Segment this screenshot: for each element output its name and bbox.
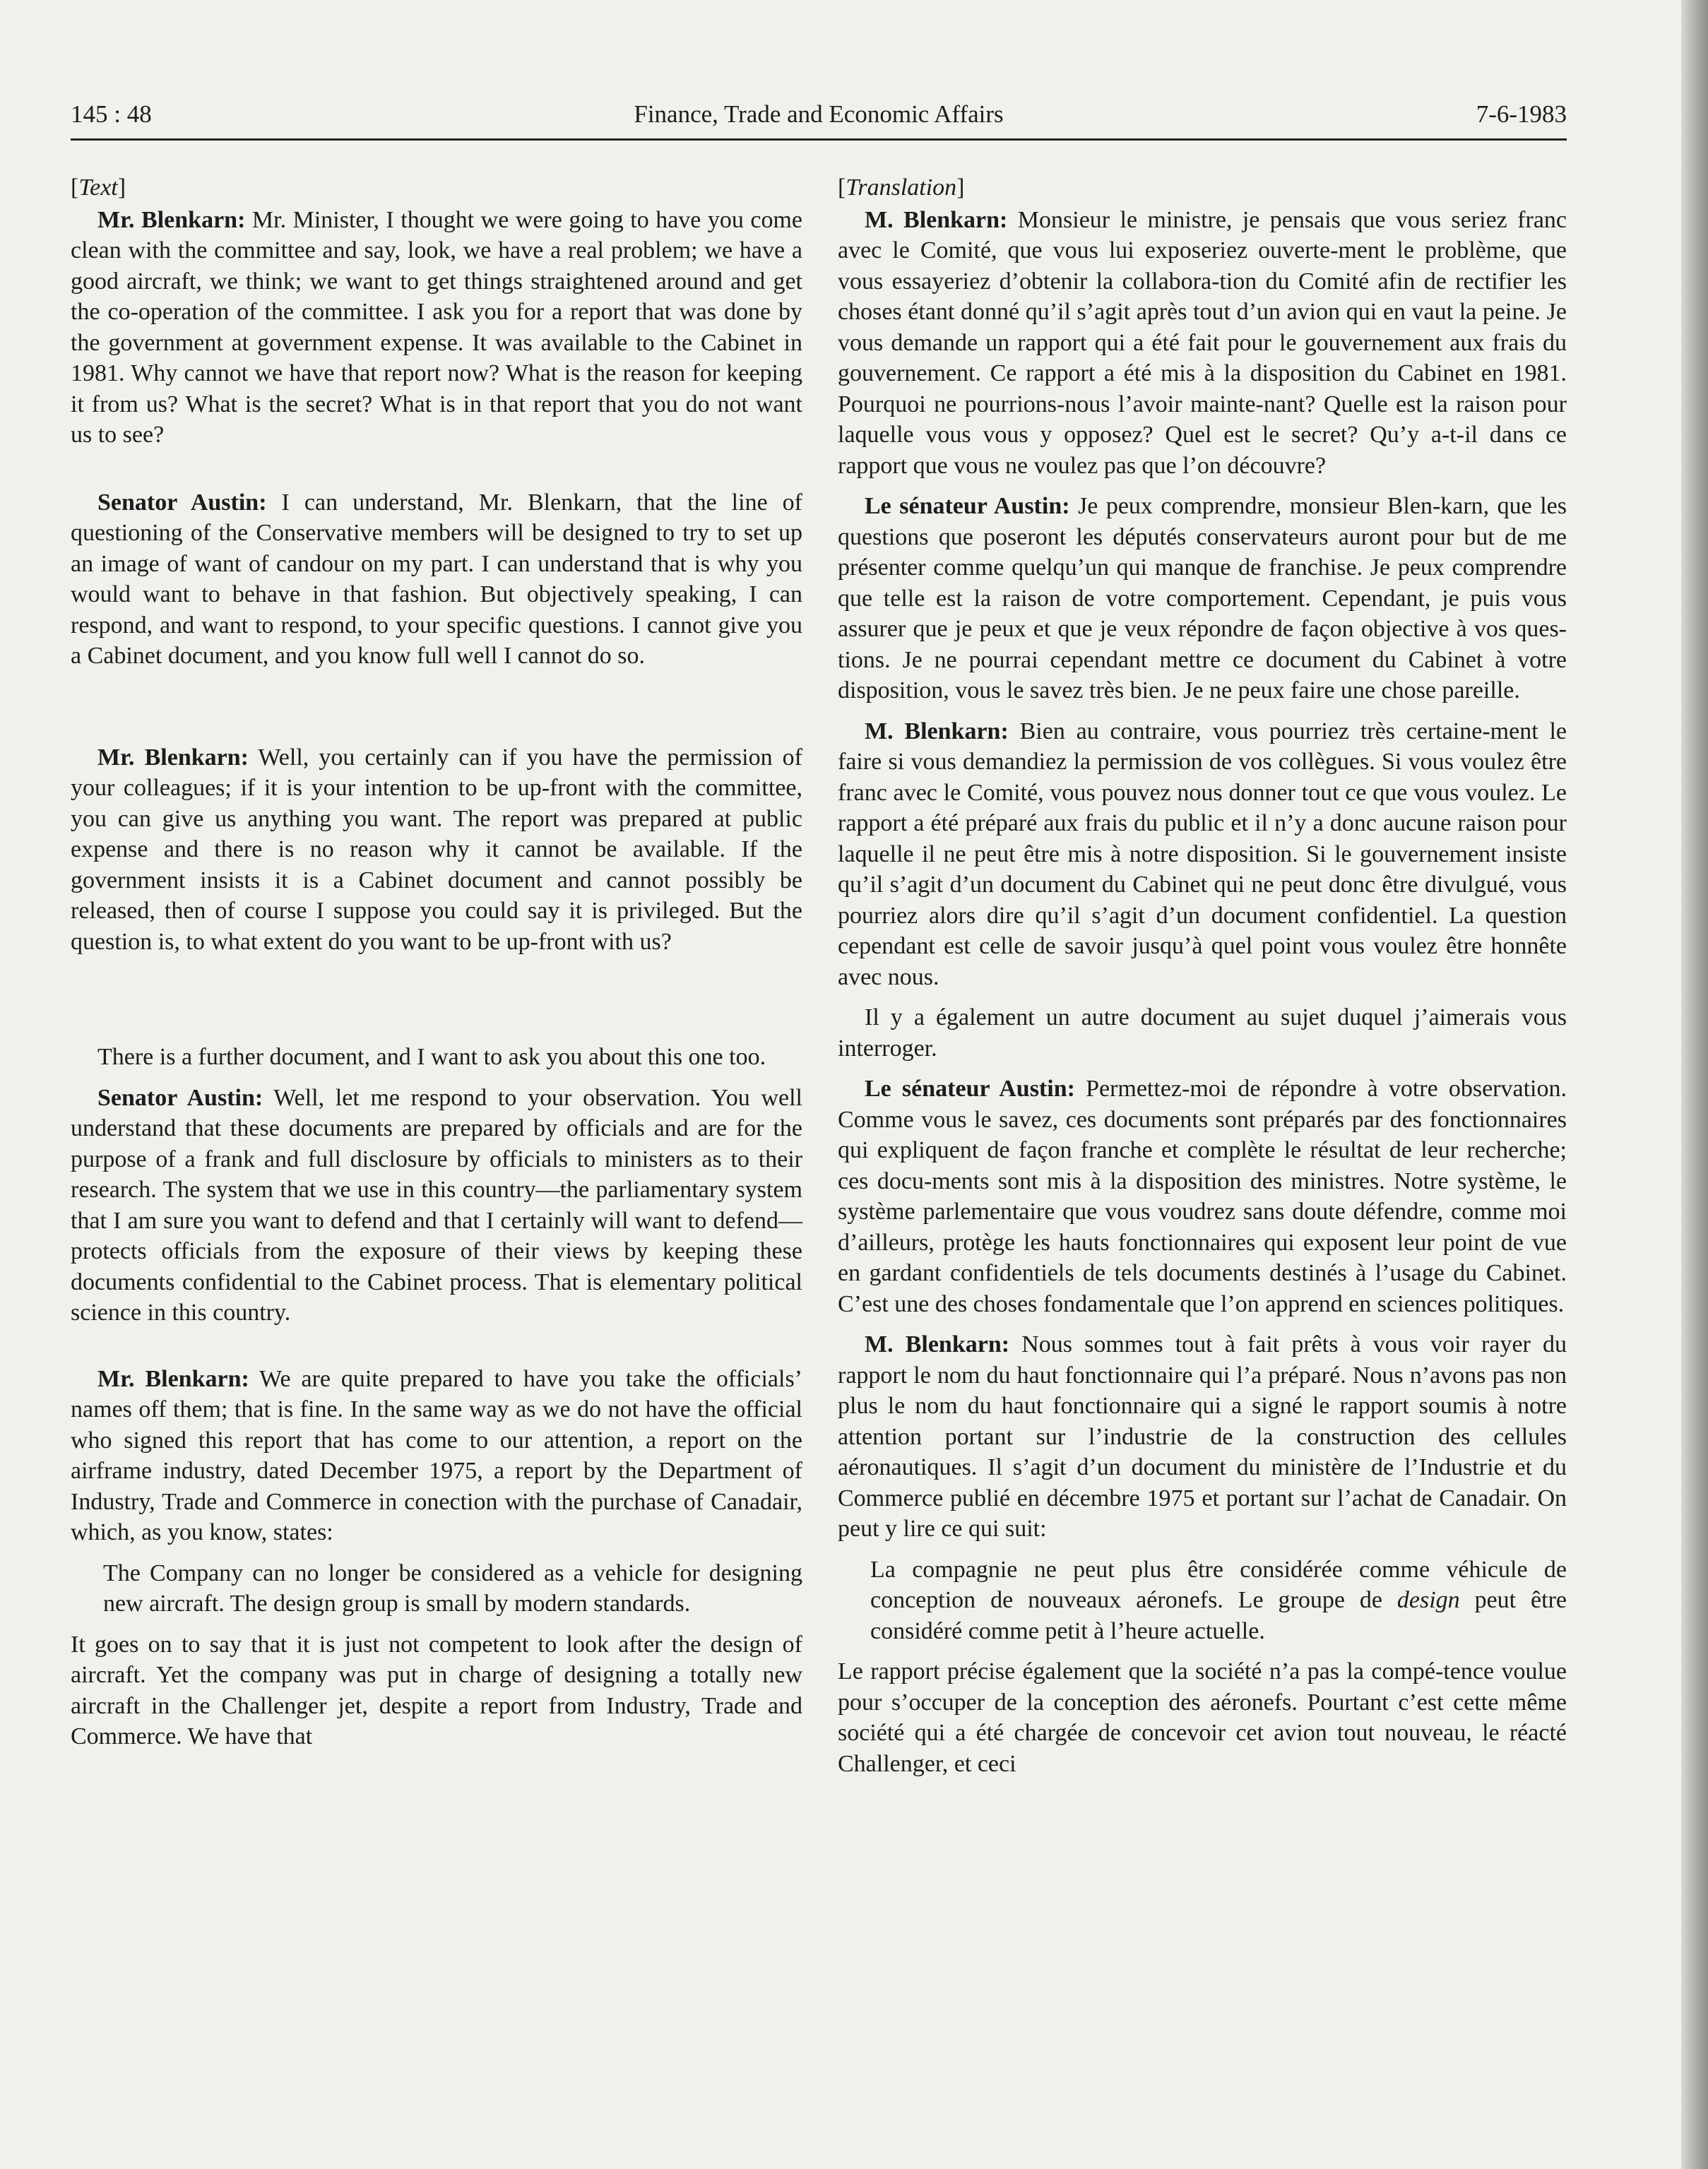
paragraph-blenkarn-2-fr: M. Blenkarn: Bien au contraire, vous pourriez très certaine-ment le faire si vous demandiez la permission de vos collègues. Si vous voulez être franc avec le Comité, vous pouvez nous donner tout ce que vous voulez. Le rapport a été préparé aux frais du public et il n’y a donc aucune raison pour laquelle il ne peut être mis à notre disposition. Si le gouvernement insiste qu’il s’agit d’un document du Cabinet qui ne peut donc être divulgué, vous pourriez alors dire qu’il s’agit d’un document confidentiel. La question cependant est celle de savoir jusqu’à quel point vous voulez être honnête avec nous. bbox=[838, 718, 1567, 990]
paragraph-austin-1: Senator Austin: I can understand, Mr. Blenkarn, that the line of questioning of the Conservative members will be designed to try to set up an image of want of candour on my part. I can understand that is why you would want to behave in that fashion. But objectively speaking, I can respond, and want to respond, to your specific questions. I cannot give you a Cabinet document, and you know full well I cannot do so. bbox=[71, 489, 802, 669]
page-binding-edge bbox=[1681, 0, 1708, 2169]
paragraph-further-document: There is a further document, and I want to ask you about this one too. bbox=[97, 1044, 766, 1070]
paragraph-blenkarn-3-fr: M. Blenkarn: Nous sommes tout à fait prêts à vous voir rayer du rapport le nom du haut fonctionnaire qui l’a préparé. Nous n’avons pas non plus le nom du haut fonctionnaire qui a signé le rapport soumis à notre attention portant sur l’industrie de la construction des cellules aéronautiques. Il s’agit d’un document du ministère de l’Industrie et du Commerce publié en décembre 1975 et portant sur l’achat de Canadair. On peut y lire ce qui suit: bbox=[838, 1331, 1567, 1542]
paragraph-blenkarn-1-fr: M. Blenkarn: Monsieur le ministre, je pensais que vous seriez franc avec le Comité, que vous lui exposeriez ouverte-ment le problème, que vous essayeriez d’obtenir la collabora-tion du Comité afin de rectifier les choses étant donné qu’il s’agit après tout d’un avion qui en vaut la peine. Je vous demande un rapport qui a été fait pour le gouvernement aux frais du gouvernement. Ce rapport a été mis à la disposition du Cabinet en 1981. Pourquoi ne pourrions-nous l’avoir mainte-nant? Quelle est la raison pour laquelle vous vous y opposez? Quel est le secret? Qu’y a-t-il dans ce rapport que vous ne voulez pas que l’on découvre? bbox=[838, 206, 1567, 479]
speaker-name: Senator Austin: bbox=[97, 489, 267, 516]
speaker-name: Senator Austin: bbox=[97, 1084, 263, 1111]
paragraph-continuation: It goes on to say that it is just not competent to look after the design of aircraft. Yet the company was put in charge of designing a totally new aircraft in the Challenger jet, despite a report from Industry, Trade and Commerce. We have that bbox=[71, 1631, 802, 1749]
paragraph-blenkarn-3: Mr. Blenkarn: We are quite prepared to have you take the officials’ names off them; that is fine. In the same way as we do not have the official who signed this report that has come to our attention, a report on the airframe industry, dated December 1975, a report by the Department of Industry, Trade and Commerce in conection with the purchase of Canadair, which, as you know, states: bbox=[71, 1365, 802, 1545]
paragraph-austin-1-fr: Le sénateur Austin: Je peux comprendre, monsieur Blen-karn, que les questions que poseront les députés conservateurs auront pour but de me présenter comme quelqu’un qui manque de franchise. Je peux comprendre que telle est la raison de votre comportement. Cependant, je puis vous assurer que je peux et que je veux répondre de façon objective à vos ques-tions. Je ne pourrai cependant mettre ce document du Cabinet à votre disposition, vous le savez très bien. Je ne peux faire une chose pareille. bbox=[838, 493, 1567, 703]
speaker-name: Mr. Blenkarn: bbox=[97, 206, 246, 233]
paragraph-austin-2-fr: Le sénateur Austin: Permettez-moi de répondre à votre observation. Comme vous le savez, ces documents sont préparés par des fonctionnaires qui expliquent de façon franche et complète le résultat de leur recherche; ces docu-ments sont mis à la disposition des ministres. Notre système, le système parlementaire que vous voudrez sans doute défendre, comme moi d’ailleurs, protège les hauts fonctionnaires qui exposent leur point de vue en gardant confidentiels de tels documents destinés à l’usage du Cabinet. C’est une des choses fondamentale que l’on apprend en sciences politiques. bbox=[838, 1076, 1567, 1317]
speaker-name: Mr. Blenkarn: bbox=[97, 744, 249, 771]
french-column bbox=[838, 172, 1567, 1789]
paragraph-austin-2: Senator Austin: Well, let me respond to your observation. You well understand that these documents are prepared by officials and are for the purpose of a frank and full disclosure by officials to ministers as to their research. The system that we use in this country—the parliamentary system that I am sure you want to defend and that I certainly will want to defend—protects officials from the exposure of their views by keeping these documents confidential to the Cabinet process. That is elementary political science in this country. bbox=[71, 1084, 802, 1326]
page-header bbox=[71, 100, 1567, 140]
paragraph-further-document-fr: Il y a également un autre document au sujet duquel j’aimerais vous interroger. bbox=[838, 1004, 1567, 1062]
english-column bbox=[71, 172, 802, 1762]
page-date: 7-6-1983 bbox=[1476, 100, 1567, 128]
paragraph-continuation-fr: Le rapport précise également que la société n’a pas la compé-tence voulue pour s’occuper de la conception des aéronefs. Pourtant c’est cette même société qui a été chargée de concevoir cet avion tout nouveau, le réacté Challenger, et ceci bbox=[838, 1658, 1567, 1777]
block-quote-fr: La compagnie ne peut plus être considérée comme véhicule de conception de nouveaux aéronefs. Le groupe de design peut être considéré comme petit à l’heure actuelle. bbox=[870, 1556, 1567, 1644]
speaker-name: Le sénateur Austin: bbox=[865, 493, 1070, 519]
speaker-name: M. Blenkarn: bbox=[865, 206, 1008, 233]
speaker-name: Mr. Blenkarn: bbox=[97, 1365, 249, 1392]
paragraph-blenkarn-2: Mr. Blenkarn: Well, you certainly can if you have the permission of your colleagues; if it is your intention to be up-front with the committee, you can give us anything you want. The report was prepared at public expense and there is no reason why it cannot be available. If the government insists it is a Cabinet document and cannot possibly be released, then of course I suppose you could say it is privileged. But the question is, to what extent do you want to be up-front with us? bbox=[71, 744, 802, 955]
speaker-name: M. Blenkarn: bbox=[865, 718, 1009, 744]
page-number: 145 : 48 bbox=[71, 100, 152, 128]
text-marker: [Text] bbox=[71, 174, 126, 201]
paragraph-blenkarn-1: Mr. Blenkarn: Mr. Minister, I thought we were going to have you come clean with the committee and say, look, we have a real problem; we have a good aircraft, we think; we want to get things straightened around and get the co-operation of the committee. I ask you for a report that was done by the government at government expense. It was available to the Cabinet in 1981. Why cannot we have that report now? What is the reason for keeping it from us? What is the secret? What is in that report that you do not want us to see? bbox=[71, 206, 803, 448]
block-quote: The Company can no longer be considered as a vehicle for designing new aircraft. The design group is small by modern standards. bbox=[103, 1559, 802, 1617]
translation-marker: [Translation] bbox=[838, 174, 965, 201]
running-title: Finance, Trade and Economic Affairs bbox=[634, 100, 1004, 128]
speaker-name: M. Blenkarn: bbox=[865, 1331, 1010, 1357]
header-rule bbox=[71, 138, 1567, 141]
speaker-name: Le sénateur Austin: bbox=[865, 1076, 1075, 1102]
